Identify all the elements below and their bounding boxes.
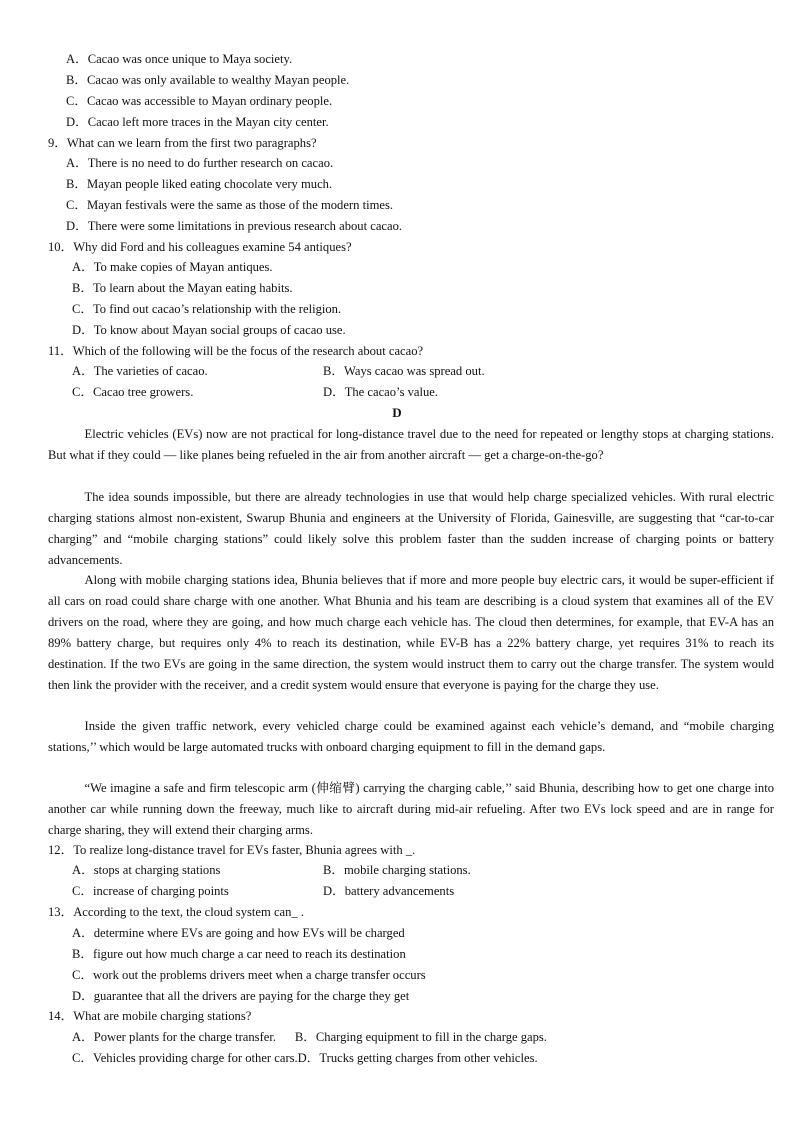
q13-option-b[interactable]: B．figure out how much charge a car need to reach its destination [72,947,406,961]
q8-option-b[interactable]: B．Cacao was only available to wealthy Mayan people. [66,73,350,87]
q10-option-b[interactable]: B．To learn about the Mayan eating habits. [72,281,293,295]
q12-option-d[interactable]: D．battery advancements [323,884,455,898]
q13-option-a[interactable]: A．determine where EVs are going and how EVs will be charged [72,926,405,940]
q12-option-c[interactable]: C．increase of charging points [72,884,229,898]
q13-stem: 13．According to the text, the cloud system can_ . [48,905,305,919]
q14-options-cd[interactable]: C．Vehicles providing charge for other cars.D．Trucks getting charges from other vehicles. [72,1051,538,1065]
q12-option-a[interactable]: A．stops at charging stations [72,863,221,877]
q11-stem: 11．Which of the following will be the focus of the research about cacao? [48,344,424,358]
q8-option-a[interactable]: A．Cacao was once unique to Maya society. [66,52,293,66]
q14-stem: 14．What are mobile charging stations? [48,1009,252,1023]
q10-option-d[interactable]: D．To know about Mayan social groups of cacao use. [72,323,346,337]
q10-option-c[interactable]: C．To find out cacao’s relationship with the religion. [72,302,342,316]
passage-paragraph-3: Along with mobile charging stations idea, Bhunia believes that if more and more people buy electric cars, it would be super-efficient if all cars on road could share charge with one another. What Bhunia and his team are describing is a cloud system that examines all of the EV drivers on the road, where they are going, and how much charge each vehicle has. The cloud then determines, for example, that EV-A has an 89% battery charge, but requires only 4% to reach its destination, while EV-B has a 22% battery charge, yet requires 31% to reach its destination. If the two EVs are going in the same direction, the system would instruct them to carry out the charge transfer. The system would then link the provider with the receiver, and a credit system would ensure that everyone is paying for the charge they use. [48,573,774,692]
q9-option-b[interactable]: B．Mayan people liked eating chocolate very much. [66,177,333,191]
q12-stem: 12．To realize long-distance travel for EVs faster, Bhunia agrees with _. [48,843,416,857]
q11-option-b[interactable]: B．Ways cacao was spread out. [323,364,485,378]
q12-option-b[interactable]: B．mobile charging stations. [323,863,471,877]
q8-option-c[interactable]: C．Cacao was accessible to Mayan ordinary people. [66,94,333,108]
q14-options-ab[interactable]: A．Power plants for the charge transfer. B．Charging equipment to fill in the charge gaps. [72,1030,547,1044]
q11-option-c[interactable]: C．Cacao tree growers. [72,385,194,399]
q9-option-c[interactable]: C．Mayan festivals were the same as those of the modern times. [66,198,394,212]
q9-option-a[interactable]: A．There is no need to do further research on cacao. [66,156,334,170]
q9-stem: 9．What can we learn from the first two paragraphs? [48,136,317,150]
q9-option-d[interactable]: D．There were some limitations in previous research about cacao. [66,219,403,233]
passage-paragraph-5: “We imagine a safe and firm telescopic arm (伸缩臂) carrying the charging cable,’’ said Bhunia, describing how to get one charge into another car while running down the freeway, much like to aircraft during mid-air refueling. After two EVs lock speed and are in range for charge sharing, they will extend their charging arms. [48,781,774,837]
q13-option-d[interactable]: D．guarantee that all the drivers are paying for the charge they get [72,989,410,1003]
q13-option-c[interactable]: C．work out the problems drivers meet when a charge transfer occurs [72,968,426,982]
passage-paragraph-1: Electric vehicles (EVs) now are not practical for long-distance travel due to the need for repeated or lengthy stops at charging stations. But what if they could — like planes being refueled in the air from another aircraft — get a charge-on-the-go? [48,427,774,462]
q8-option-d[interactable]: D．Cacao left more traces in the Mayan city center. [66,115,329,129]
passage-paragraph-2: The idea sounds impossible, but there are already technologies in use that would help charge specialized vehicles. With rural electric charging stations almost non-existent, Swarup Bhunia and engineers at the University of Florida, Gainesville, are suggesting that “car-to-car charging” and “mobile charging stations” could likely solve this problem faster than the sudden increase of charging points or battery advancements. [48,490,774,567]
passage-paragraph-4: Inside the given traffic network, every vehicled charge could be examined against each vehicle’s demand, and “mobile charging stations,’’ which would be large automated trucks with onboard charging equipment to fill in the demand gaps. [48,719,774,754]
section-heading: D [392,405,402,420]
q10-stem: 10．Why did Ford and his colleagues examine 54 antiques? [48,240,352,254]
q10-option-a[interactable]: A．To make copies of Mayan antiques. [72,260,273,274]
q11-option-a[interactable]: A．The varieties of cacao. [72,364,208,378]
q11-option-d[interactable]: D．The cacao’s value. [323,385,439,399]
